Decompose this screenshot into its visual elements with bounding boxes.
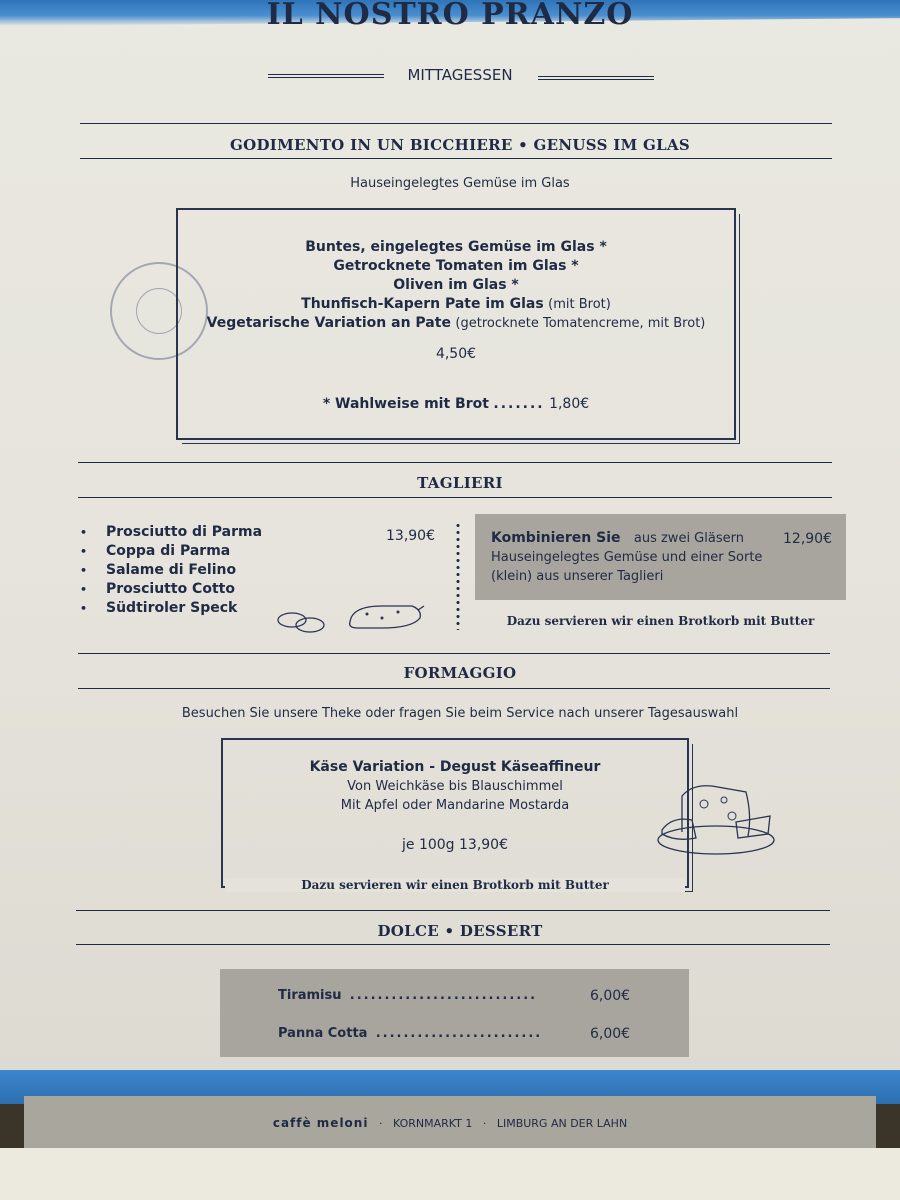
dotted-separator [456, 522, 460, 630]
combo-price: 12,90€ [783, 531, 832, 547]
table-surface [0, 1148, 900, 1200]
section-rule [76, 910, 830, 911]
taglieri-price: 13,90€ [386, 528, 435, 544]
list-item: • Prosciutto di Parma [80, 523, 280, 542]
section-rule [78, 462, 832, 463]
glas-extra: * Wahlweise mit Brot ....... 1,80€ [322, 396, 590, 412]
glas-item: Buntes, eingelegtes Gemüse im Glas * [305, 239, 607, 255]
section-heading-dessert: DOLCE • DESSERT [377, 922, 543, 940]
divider-right [538, 76, 654, 77]
list-item: • Südtiroler Speck [80, 599, 280, 618]
section-rule [76, 944, 830, 945]
formaggio-price: je 100g 13,90€ [402, 837, 508, 853]
salami-illustration-icon [272, 598, 432, 636]
dessert-item: Panna Cotta ........................ 6,00€ [278, 1026, 631, 1042]
glas-items [180, 238, 732, 333]
footer-text: caffè meloni · KORNMARKT 1 · LIMBURG AN DER LAHN [272, 1116, 628, 1130]
divider-left-2 [268, 77, 384, 78]
combo-text: Kombinieren Sie aus zwei Gläsern Hauseingelegtes Gemüse und einer Sorte (klein) aus unserer Taglieri [491, 530, 763, 584]
section-heading-glas: GODIMENTO IN UN BICCHIERE • GENUSS IM GLAS [229, 136, 691, 154]
dessert-box [220, 969, 689, 1057]
section-rule [78, 653, 830, 654]
list-item: • Prosciutto Cotto [80, 580, 280, 599]
cheese-board-illustration-icon [652, 776, 780, 862]
formaggio-intro: Besuchen Sie unsere Theke oder fragen Sie beim Service nach unserer Tagesauswahl [181, 706, 739, 721]
footer-brand: caffè meloni [272, 1116, 369, 1130]
taglieri-list [80, 523, 280, 618]
page-subtitle: MITTAGESSEN [407, 66, 513, 84]
section-heading-taglieri: TAGLIERI [417, 474, 503, 492]
section-rule [80, 123, 832, 124]
formaggio-bread-note: Dazu servieren wir einen Brotkorb mit Butter [225, 878, 685, 892]
section-rule [78, 497, 832, 498]
glas-item: Thunfisch-Kapern Pate im Glas (mit Brot) [301, 296, 611, 312]
glas-item: Getrocknete Tomaten im Glas * [333, 258, 579, 274]
glas-price: 4,50€ [435, 346, 477, 362]
list-item: • Coppa di Parma [80, 542, 280, 561]
divider-left [268, 74, 384, 75]
section-heading-formaggio: FORMAGGIO [403, 664, 517, 682]
page-title: IL NOSTRO PRANZO [266, 0, 634, 32]
section-rule [78, 688, 830, 689]
footer-city: LIMBURG AN DER LAHN [496, 1117, 628, 1130]
list-item: • Salame di Felino [80, 561, 280, 580]
taglieri-bread-note: Dazu servieren wir einen Brotkorb mit Butter [506, 614, 815, 628]
divider-right-2 [538, 79, 654, 80]
section-rule [80, 158, 832, 159]
footer-address: KORNMARKT 1 [392, 1117, 473, 1130]
glas-item: Oliven im Glas * [393, 277, 519, 293]
dessert-item: Tiramisu ........................... 6,00€ [278, 988, 631, 1004]
glas-item: Vegetarische Variation an Pate (getrocknete Tomatencreme, mit Brot) [206, 315, 706, 331]
formaggio-details: Käse Variation - Degust Käseaffineur Von Weichkäse bis Blauschimmel Mit Apfel oder Mandarine Mostarda [309, 759, 601, 813]
section-intro-glas: Hauseingelegtes Gemüse im Glas [350, 176, 570, 191]
